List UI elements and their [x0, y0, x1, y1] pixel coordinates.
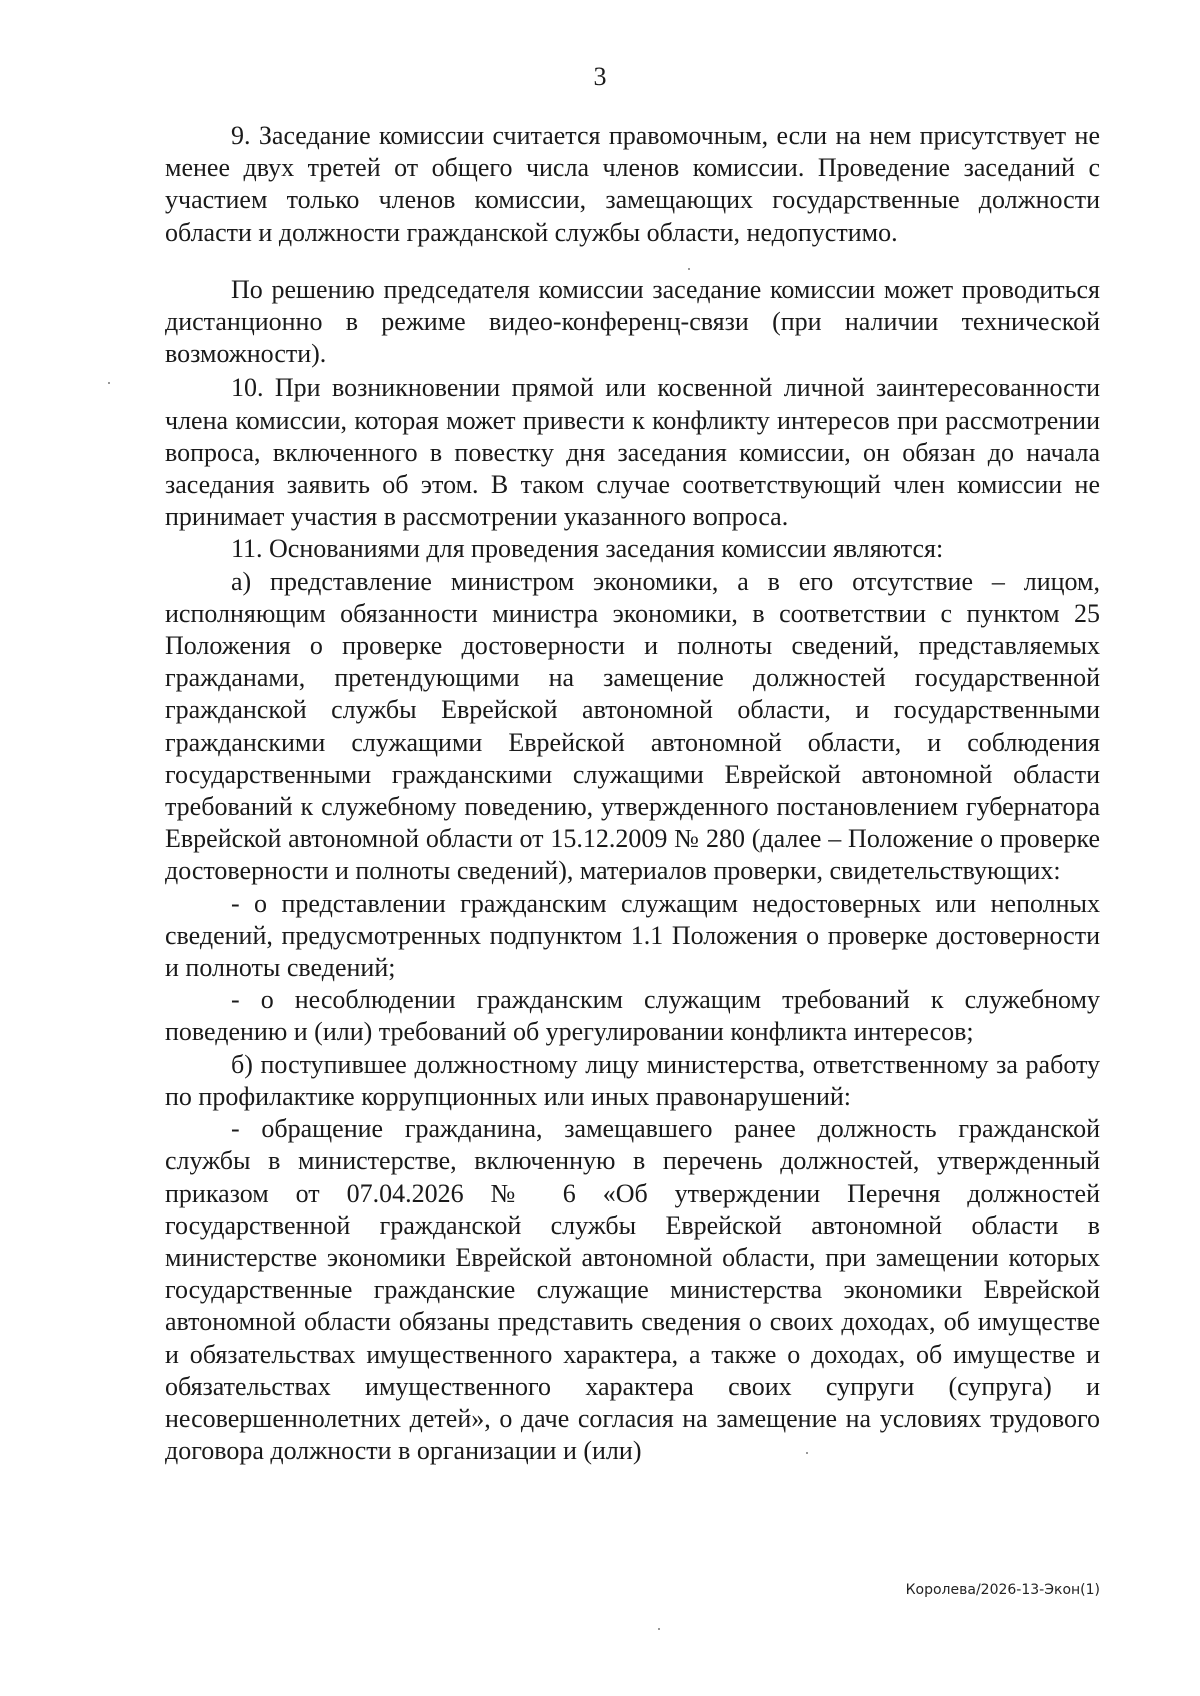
scan-speck: [108, 382, 110, 384]
scan-speck: [688, 268, 690, 270]
paragraph-10-conflict-of-interest: 10. При возникновении прямой или косвенной личной заинтересованности члена комиссии, которая может привести к конфликту интересов при рассмотрении вопроса, включенного в повестку дня заседания комиссии, он обязан до начала заседания заявить об этом. В таком случае соответствующий член комиссии не принимает участия в рассмотрении указанного вопроса.: [165, 373, 1100, 532]
paragraph-11b-official-received: б) поступившее должностному лицу министерства, ответственному за работу по профилактике коррупционных или иных правонарушений:: [165, 1049, 1100, 1111]
paragraph-11a-minister-submission: а) представление министром экономики, а в его отсутствие – лицом, исполняющим обязанности министра экономики, в соответствии с пунктом 25 Положения о проверке достоверности и полноты сведений, представляемых гражданами, претендующими на замещение должностей государственной гражданской службы Еврейской автономной области, и государственными гражданскими служащими Еврейской автономной области, и соблюдения государственными гражданскими служащими Еврейской автономной области требований к служебному поведению, утвержденного постановлением губернатора Еврейской автономной области от 15.12.2009 № 280 (далее – Положение о проверке достоверности и полноты сведений), материалов проверки, свидетельствующих:: [165, 566, 1100, 886]
list-item-inaccurate-information: - о представлении гражданским служащим недостоверных или неполных сведений, предусмотренных подпунктом 1.1 Положения о проверке достоверности и полноты сведений;: [165, 888, 1100, 983]
page-number: 3: [593, 62, 607, 91]
list-item-conduct-violation: - о несоблюдении гражданским служащим требований к служебному поведению и (или) требований об урегулировании конфликта интересов;: [165, 985, 1100, 1047]
scan-speck: [658, 1628, 660, 1630]
document-footer-code: Королева/2026-13-Экон(1): [905, 1582, 1100, 1598]
list-item-citizen-appeal: - обращение гражданина, замещавшего ранее должность гражданской службы в министерстве, включенную в перечень должностей, утвержденный приказом от 07.04.2026 № 6 «Об утверждении Перечня должностей государственной гражданской службы Еврейской автономной области в министерстве экономики Еврейской автономной области, при замещении которых государственные гражданские служащие министерства экономики Еврейской автономной области обязаны представить сведения о своих доходах, об имуществе и обязательствах имущественного характера, а также о доходах, об имуществе и обязательствах имущественного характера своих супруги (супруга) и несовершеннолетних детей», о даче согласия на замещение на условиях трудового договора должности в организации и (или): [165, 1114, 1100, 1466]
paragraph-11-grounds-intro: 11. Основаниями для проведения заседания комиссии являются:: [231, 534, 944, 564]
document-body: [165, 120, 1100, 1467]
scan-speck: [806, 1452, 808, 1454]
paragraph-9-remote-meeting: По решению председателя комиссии заседание комиссии может проводиться дистанционно в режиме видео-конференц-связи (при наличии технической возможности).: [165, 274, 1100, 369]
paragraph-9-quorum: 9. Заседание комиссии считается правомочным, если на нем присутствует не менее двух третей от общего числа членов комиссии. Проведение заседаний с участием только членов комиссии, замещающих государственные должности области и должности гражданской службы области, недопустимо.: [165, 121, 1100, 247]
